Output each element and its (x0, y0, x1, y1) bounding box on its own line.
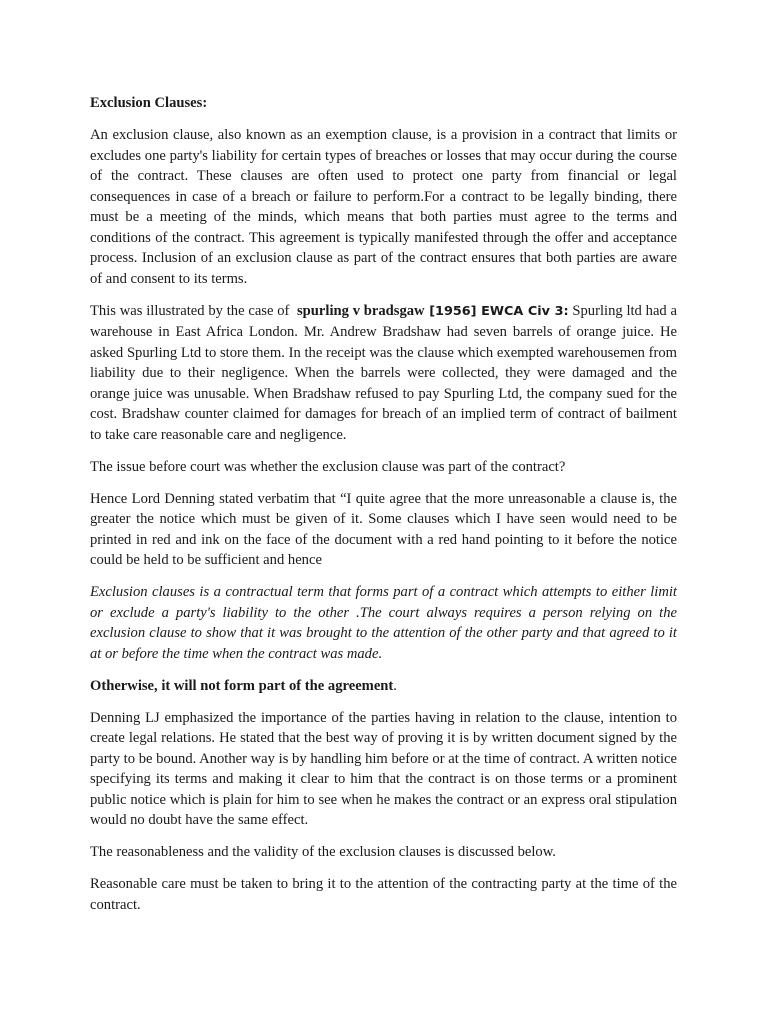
case-facts-text: Spurling ltd had a warehouse in East Africa London. Mr. Andrew Bradshaw had seven barrels of orange juice. He asked Spurling Ltd to store them. In the receipt was the clause which exempted warehousemen from liability due to their negligence. When the barrels were collected, they were damaged and the orange juice was unusable. When Bradshaw refused to pay Spurling Ltd, the company sued for the cost. Bradshaw counter claimed for damages for breach of an implied term of contract of bailment to take care reasonable care and negligence. (90, 302, 677, 443)
paragraph-reasonableness: The reasonableness and the validity of the exclusion clauses is discussed below. (90, 844, 556, 860)
document-page (90, 93, 677, 927)
paragraph-consequence (90, 676, 677, 697)
case-name: spurling v bradsgaw (297, 302, 425, 319)
consequence-bold-text: Otherwise, it will not form part of the agreement (90, 677, 394, 694)
paragraph-definition: An exclusion clause, also known as an exemption clause, is a provision in a contract that limits or excludes one party's liability for certain types of breaches or losses that may occur during the course of the contract. These clauses are often used to protect one party from financial or legal consequences in case of a breach or failure to perform.For a contract to be legally binding, there must be a meeting of the minds, which means that both parties must agree to the terms and conditions of the contract. This agreement is typically manifested through the offer and acceptance process. Inclusion of an exclusion clause as part of the contract ensures that both parties are aware of and consent to its terms. (90, 127, 677, 287)
paragraph-italic-definition: Exclusion clauses is a contractual term that forms part of a contract which attempts to either limit or exclude a party's liability to the other .The court always requires a person relying on the exclusion clause to show that it was brought to the attention of the other party and that agreed to it at or before the time when the contract was made. (90, 584, 677, 662)
paragraph-denning-quote: Hence Lord Denning stated verbatim that “I quite agree that the more unreasonable a clause is, the greater the notice which must be given of it. Some clauses which I have seen would need to be printed in red and ink on the face of the document with a red hand pointing to it before the notice could be held to be sufficient and hence (90, 490, 677, 568)
paragraph-case-illustration (90, 301, 677, 446)
case-citation: [1956] EWCA Civ 3: (429, 303, 569, 319)
paragraph-reasonable-care: Reasonable care must be taken to bring it to the attention of the contracting party at the time of the contract. (90, 876, 677, 913)
case-intro-text: This was illustrated by the case of (90, 302, 290, 319)
paragraph-denning-emphasis: Denning LJ emphasized the importance of the parties having in relation to the clause, intention to create legal relations. He stated that the best way of proving it is by written document signed by the party to be bound. Another way is by handling him before or at the time of contract. A written notice specifying its terms and making it clear to him that the contract is on those terms or a prominent public notice which is plain for him to see when he makes the contract or an express oral stipulation would no doubt have the same effect. (90, 709, 677, 828)
case-reference (297, 304, 569, 319)
consequence-period: . (393, 677, 397, 694)
document-title: Exclusion Clauses: (90, 95, 208, 111)
paragraph-issue: The issue before court was whether the exclusion clause was part of the contract? (90, 458, 566, 475)
